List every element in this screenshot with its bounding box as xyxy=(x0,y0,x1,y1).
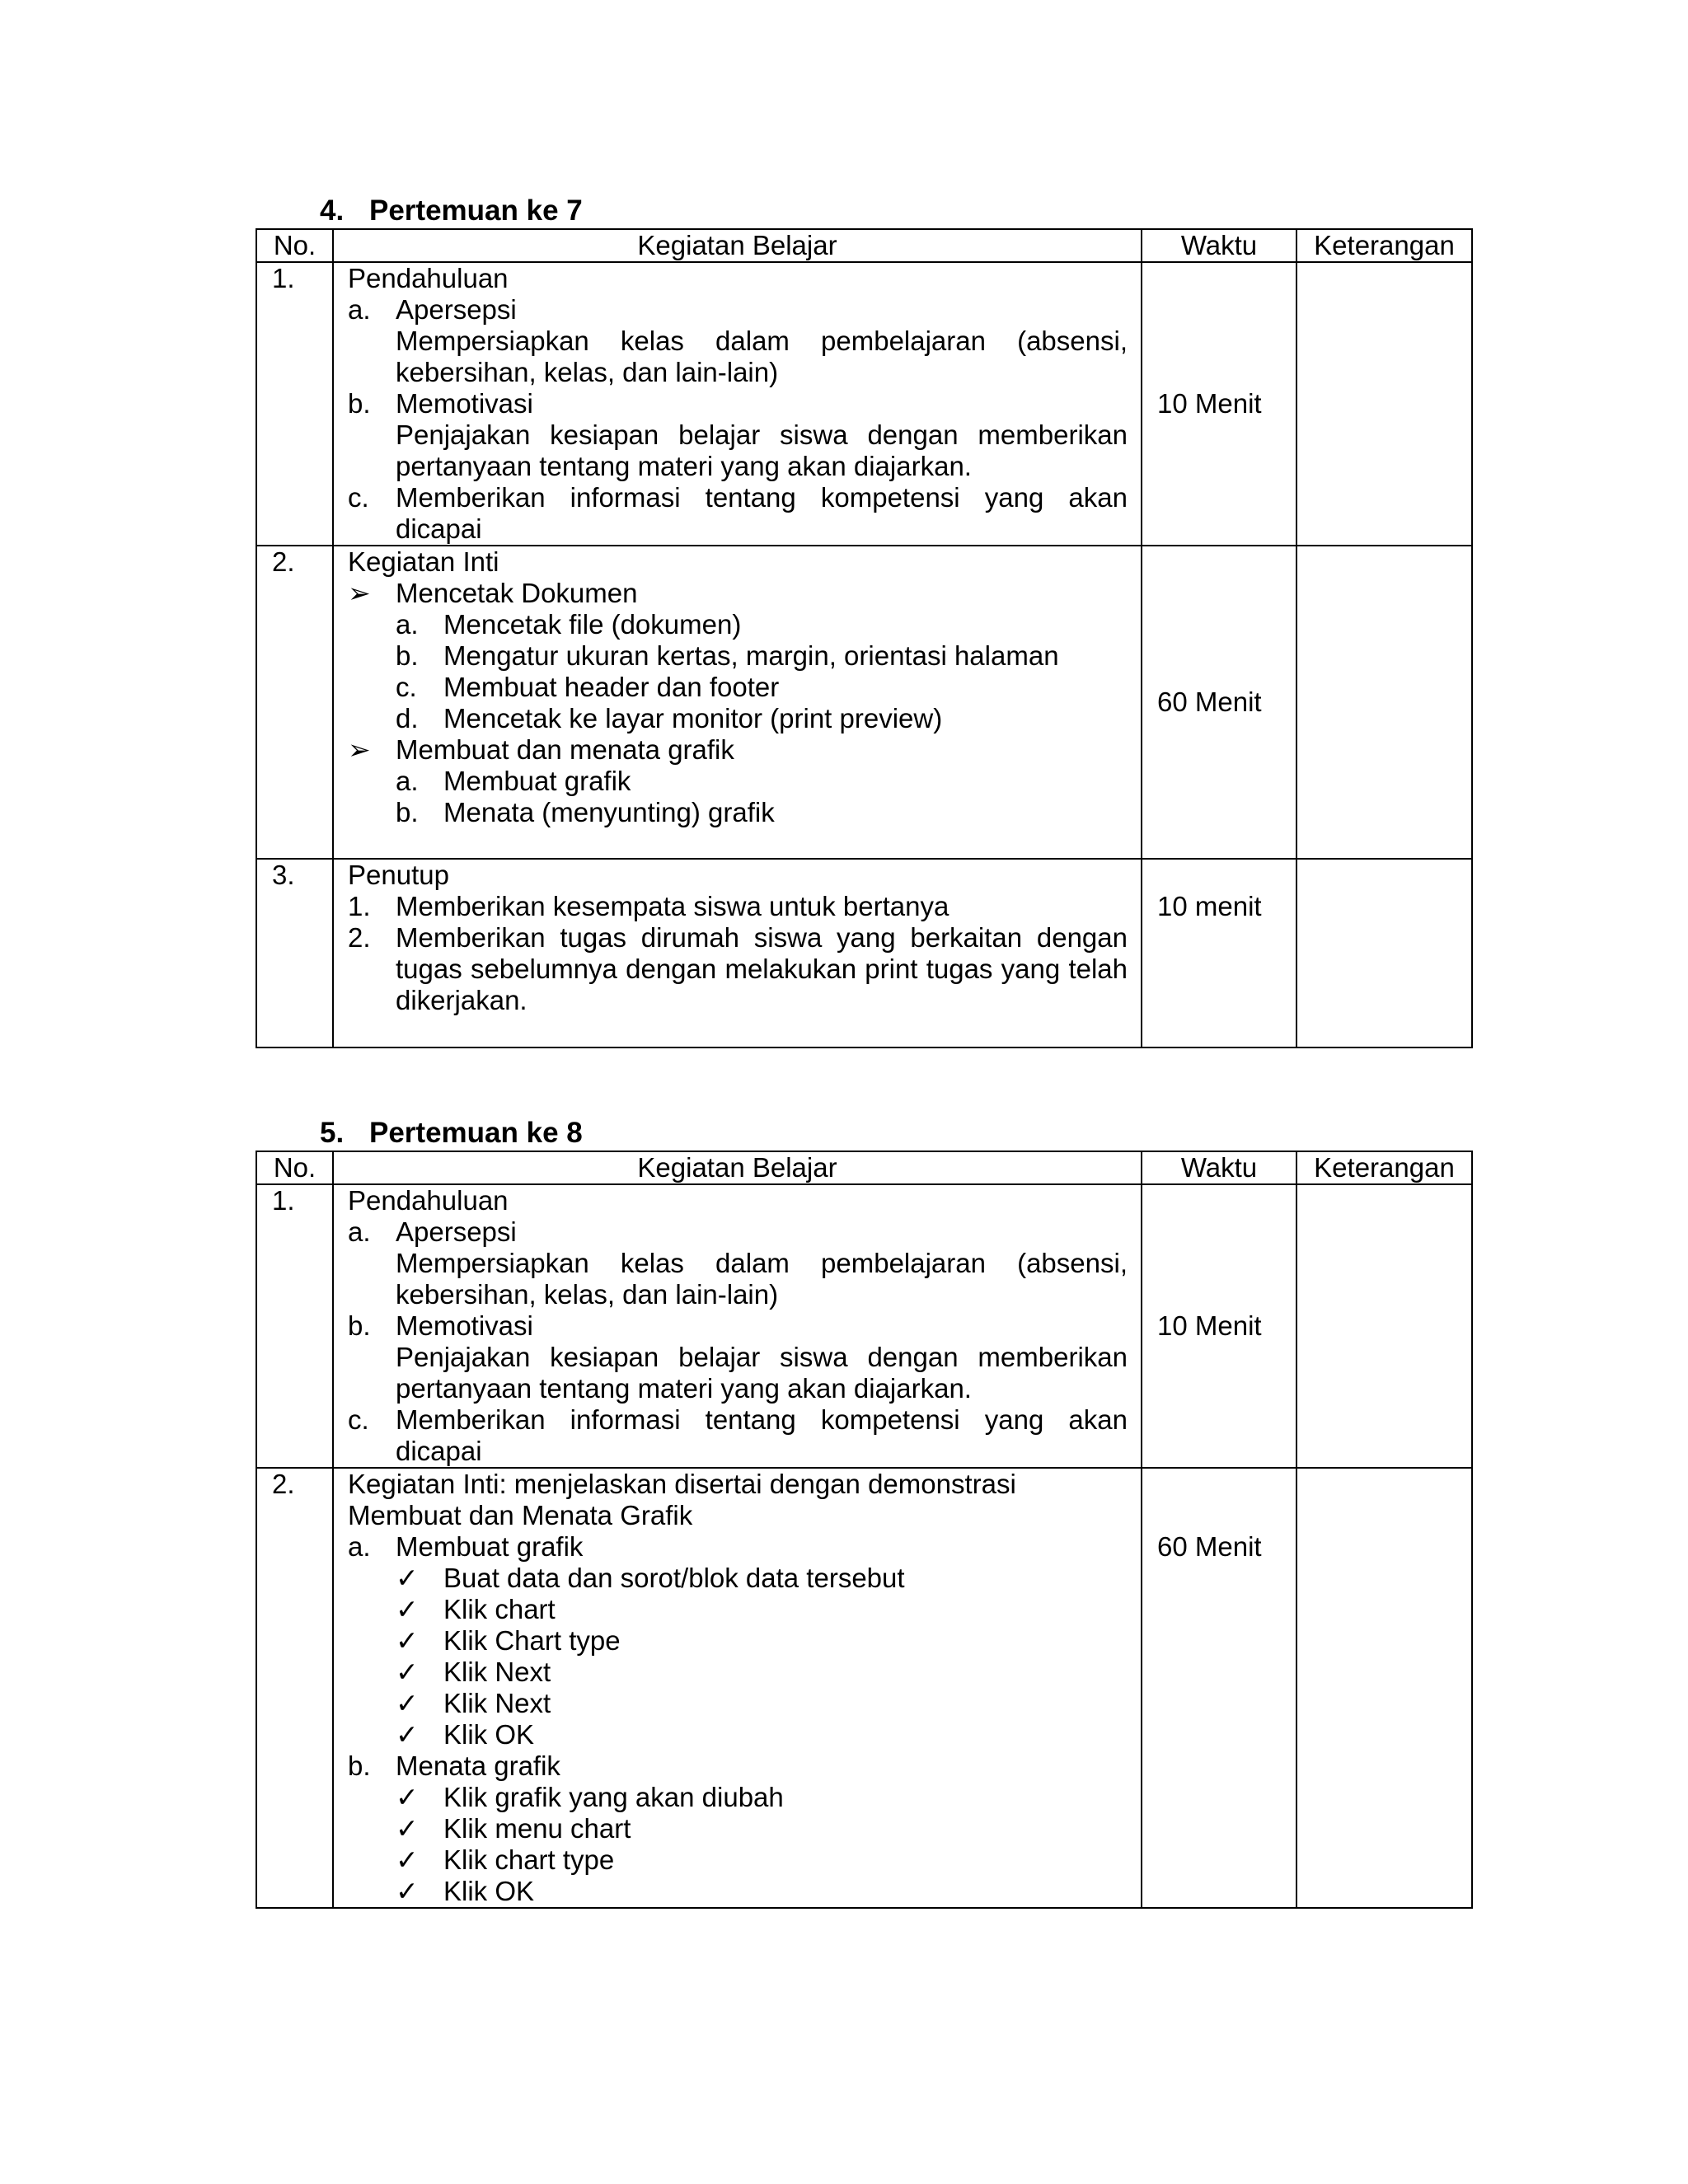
table-row xyxy=(256,1468,1472,1908)
item-label: Membuat grafik xyxy=(443,766,631,796)
item-marker: c. xyxy=(396,672,417,702)
activity-cell xyxy=(333,859,1142,1047)
list-item xyxy=(348,1216,1128,1248)
activity-cell xyxy=(333,1184,1142,1468)
activity-heading: Kegiatan Inti xyxy=(348,546,499,577)
item-marker: a. xyxy=(396,766,419,796)
item-label: Klik Chart type xyxy=(443,1625,621,1656)
item-label: Menata (menyunting) grafik xyxy=(443,797,775,827)
table-row xyxy=(256,546,1472,859)
item-marker: 2. xyxy=(348,922,371,953)
item-label: Memberikan informasi tentang kompetensi yang akan dicapai xyxy=(396,1404,1128,1466)
item-marker: b. xyxy=(348,388,371,419)
row-number: 3. xyxy=(256,859,333,1047)
item-marker: b. xyxy=(396,797,419,827)
item-label: Klik Next xyxy=(443,1688,551,1718)
list-item xyxy=(396,1782,1128,1813)
item-label: Memberikan informasi tentang kompetensi yang akan dicapai xyxy=(396,482,1128,544)
check-icon: ✓ xyxy=(396,1844,419,1875)
section-title-4 xyxy=(320,194,583,227)
activity-heading: Pendahuluan xyxy=(348,1185,509,1216)
item-label: Membuat dan menata grafik xyxy=(396,734,734,765)
sub-list xyxy=(348,609,1128,734)
duration-cell: 60 Menit xyxy=(1142,546,1296,859)
check-icon: ✓ xyxy=(396,1813,419,1844)
header-no: No. xyxy=(256,229,333,262)
list-item xyxy=(348,891,1128,922)
section-number: 4. xyxy=(320,194,345,227)
row-number: 2. xyxy=(256,546,333,859)
checklist xyxy=(348,1563,1128,1750)
item-marker: d. xyxy=(396,703,419,733)
list-item xyxy=(396,1594,1128,1625)
item-label: Membuat header dan footer xyxy=(443,672,780,702)
check-icon: ✓ xyxy=(396,1719,419,1750)
item-marker: c. xyxy=(348,482,369,513)
activity-cell xyxy=(333,1468,1142,1908)
item-marker: b. xyxy=(396,640,419,671)
list-item xyxy=(396,1657,1128,1688)
list-item xyxy=(396,640,1128,672)
item-label: Klik Next xyxy=(443,1657,551,1687)
item-marker: a. xyxy=(348,294,371,325)
header-waktu: Waktu xyxy=(1142,1151,1296,1184)
item-marker: c. xyxy=(348,1404,369,1435)
list-item xyxy=(396,1625,1128,1657)
item-description: Mempersiapkan kelas dalam pembelajaran (absensi, kebersihan, kelas, dan lain-lain) xyxy=(396,326,1128,387)
activity-subheading: Membuat dan Menata Grafik xyxy=(348,1500,693,1530)
item-marker: b. xyxy=(348,1310,371,1341)
header-keterangan: Keterangan xyxy=(1296,229,1472,262)
list-item xyxy=(348,1310,1128,1342)
list-item xyxy=(396,766,1128,797)
activity-heading: Penutup xyxy=(348,860,449,890)
activity-heading: Pendahuluan xyxy=(348,263,509,293)
duration-cell: 10 menit xyxy=(1142,859,1296,1047)
header-kegiatan: Kegiatan Belajar xyxy=(333,1151,1142,1184)
item-description: Mempersiapkan kelas dalam pembelajaran (absensi, kebersihan, kelas, dan lain-lain) xyxy=(396,1248,1128,1310)
checklist xyxy=(348,1782,1128,1907)
table-row xyxy=(256,859,1472,1047)
item-description: Penjajakan kesiapan belajar siswa dengan memberikan pertanyaan tentang materi yang akan diajarkan. xyxy=(396,1342,1128,1404)
check-icon: ✓ xyxy=(396,1563,419,1593)
item-label: Memberikan tugas dirumah siswa yang berkaitan dengan tugas sebelumnya dengan melakukan print tugas yang telah dikerjakan. xyxy=(396,922,1128,1015)
table-header-row xyxy=(256,229,1472,262)
section-number: 5. xyxy=(320,1117,345,1149)
item-label: Apersepsi xyxy=(396,294,517,325)
item-label: Membuat grafik xyxy=(396,1531,584,1562)
list-item xyxy=(396,1876,1128,1907)
list-item xyxy=(396,1563,1128,1594)
list-item xyxy=(348,922,1128,1016)
sub-list xyxy=(348,766,1128,828)
list-item xyxy=(348,294,1128,326)
list-item xyxy=(396,1813,1128,1844)
list-item xyxy=(348,578,1128,609)
section-title-text: Pertemuan ke 8 xyxy=(369,1117,583,1149)
list-item xyxy=(348,388,1128,419)
item-label: Klik chart xyxy=(443,1594,556,1624)
table-row xyxy=(256,1184,1472,1468)
item-label: Apersepsi xyxy=(396,1216,517,1247)
item-label: Klik menu chart xyxy=(443,1813,631,1844)
notes-cell xyxy=(1296,546,1472,859)
item-marker: a. xyxy=(396,609,419,640)
item-marker: b. xyxy=(348,1750,371,1781)
list-item xyxy=(396,703,1128,734)
activity-heading: Kegiatan Inti: menjelaskan disertai dengan demonstrasi xyxy=(348,1469,1016,1499)
row-number: 1. xyxy=(256,1184,333,1468)
list-item xyxy=(396,609,1128,640)
duration-cell: 60 Menit xyxy=(1142,1468,1296,1908)
list-item xyxy=(396,1719,1128,1750)
list-item xyxy=(396,672,1128,703)
list-item xyxy=(348,734,1128,766)
check-icon: ✓ xyxy=(396,1625,419,1656)
list-item xyxy=(348,1750,1128,1782)
activity-cell xyxy=(333,262,1142,546)
duration-cell: 10 Menit xyxy=(1142,262,1296,546)
activity-cell xyxy=(333,546,1142,859)
header-keterangan: Keterangan xyxy=(1296,1151,1472,1184)
item-label: Mencetak file (dokumen) xyxy=(443,609,742,640)
list-item xyxy=(396,797,1128,828)
item-label: Klik OK xyxy=(443,1876,535,1906)
header-waktu: Waktu xyxy=(1142,229,1296,262)
row-number: 2. xyxy=(256,1468,333,1908)
section-title-5 xyxy=(320,1117,583,1150)
item-label: Memotivasi xyxy=(396,1310,533,1341)
lesson-table-7 xyxy=(256,228,1473,1048)
item-label: Klik chart type xyxy=(443,1844,615,1875)
table-header-row xyxy=(256,1151,1472,1184)
row-number: 1. xyxy=(256,262,333,546)
list-item xyxy=(396,1688,1128,1719)
check-icon: ✓ xyxy=(396,1876,419,1906)
check-icon: ✓ xyxy=(396,1688,419,1718)
item-label: Mencetak Dokumen xyxy=(396,578,638,608)
section-title-text: Pertemuan ke 7 xyxy=(369,194,583,227)
list-item xyxy=(348,1531,1128,1563)
item-label: Mencetak ke layar monitor (print preview) xyxy=(443,703,943,733)
item-marker: a. xyxy=(348,1216,371,1247)
check-icon: ✓ xyxy=(396,1782,419,1812)
item-label: Memotivasi xyxy=(396,388,533,419)
check-icon: ✓ xyxy=(396,1657,419,1687)
arrow-bullet-icon: ➢ xyxy=(348,734,371,765)
item-label: Mengatur ukuran kertas, margin, orientasi halaman xyxy=(443,640,1059,671)
table-row xyxy=(256,262,1472,546)
notes-cell xyxy=(1296,262,1472,546)
notes-cell xyxy=(1296,1184,1472,1468)
item-description: Penjajakan kesiapan belajar siswa dengan memberikan pertanyaan tentang materi yang akan diajarkan. xyxy=(396,419,1128,481)
item-label: Klik grafik yang akan diubah xyxy=(443,1782,784,1812)
list-item xyxy=(348,1404,1128,1467)
lesson-table-8 xyxy=(256,1151,1473,1909)
header-no: No. xyxy=(256,1151,333,1184)
item-marker: 1. xyxy=(348,891,371,921)
item-label: Memberikan kesempata siswa untuk bertanya xyxy=(396,891,950,921)
item-label: Buat data dan sorot/blok data tersebut xyxy=(443,1563,905,1593)
item-label: Menata grafik xyxy=(396,1750,560,1781)
list-item xyxy=(396,1844,1128,1876)
list-item xyxy=(348,482,1128,545)
item-label: Klik OK xyxy=(443,1719,535,1750)
arrow-bullet-icon: ➢ xyxy=(348,578,371,608)
notes-cell xyxy=(1296,859,1472,1047)
check-icon: ✓ xyxy=(396,1594,419,1624)
duration-cell: 10 Menit xyxy=(1142,1184,1296,1468)
notes-cell xyxy=(1296,1468,1472,1908)
header-kegiatan: Kegiatan Belajar xyxy=(333,229,1142,262)
item-marker: a. xyxy=(348,1531,371,1562)
